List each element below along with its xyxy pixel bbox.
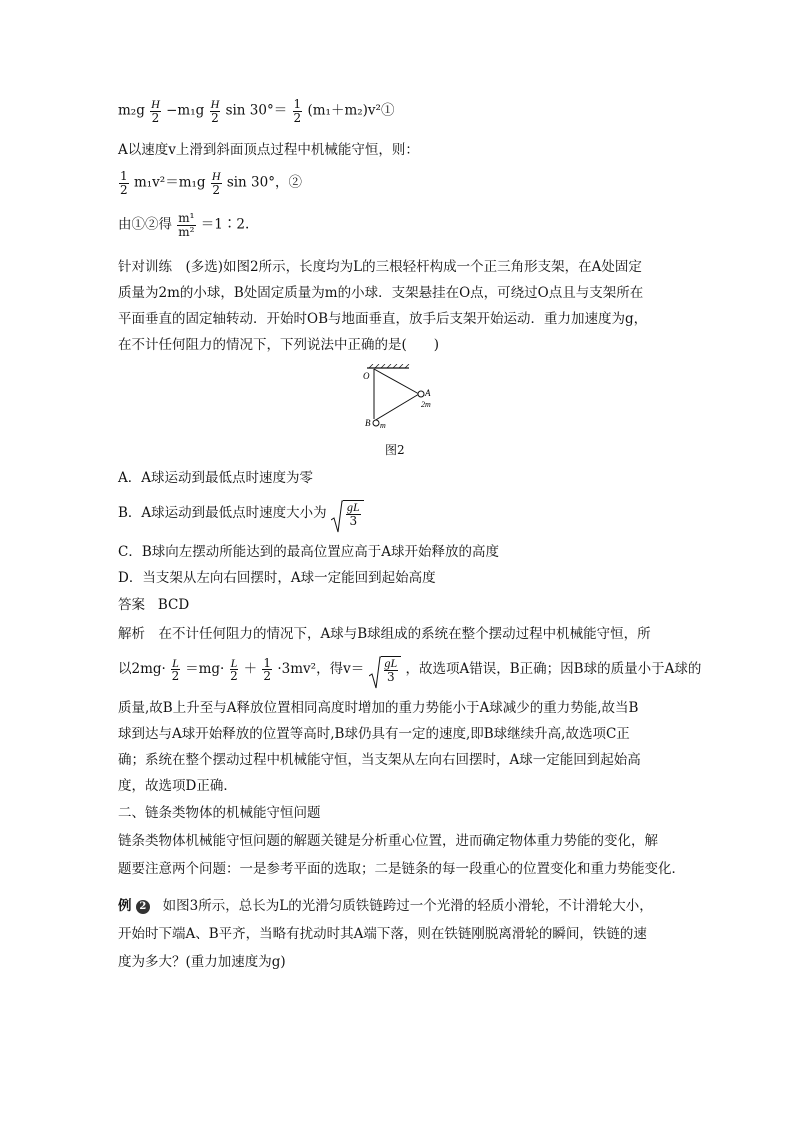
label-a: A	[425, 388, 431, 398]
sqrt-gl-over-3: $\frac{gL}{3}$	[331, 500, 364, 527]
ball-a	[418, 391, 424, 397]
analysis-line-4: 球到达与A球开始释放的位置等高时,B球仍具有一定的速度,即B球继续升高,故选项C正	[118, 726, 630, 742]
sqrt-gl-over-3-analysis: $\frac{gL}{3}$	[369, 656, 402, 683]
example-number-badge: 2	[136, 900, 150, 914]
fraction-h-over-2-c: $\frac{H}{2}$	[211, 169, 221, 197]
problem-line-2: 质量为2m的小球，B处固定质量为m的小球．支架悬挂在O点，可绕过O点且与支架所在	[118, 285, 644, 301]
figure-2-caption: 图2	[385, 443, 405, 457]
eq3-head: 由①②得	[118, 216, 172, 233]
ceiling-hatch	[367, 364, 409, 368]
answer-label: 答案	[118, 597, 145, 613]
section-2-para-2: 题要注意两个问题：一是参考平面的选取；二是链条的每一段重心的位置变化和重力势能变化．	[118, 861, 685, 877]
label-b-mass: m	[380, 421, 386, 430]
eq1-sin: sin 30°＝	[225, 102, 288, 119]
problem-line-1: 针对训练 (多选)如图2所示，长度均为L的三根轻杆构成一个正三角形支架，在A处固定	[118, 259, 642, 275]
problem-line-3: 平面垂直的固定轴转动．开始时OB与地面垂直，放手后支架开始运动．重力加速度为g，	[118, 311, 648, 327]
fraction-h-over-2-b: $\frac{H}{2}$	[210, 97, 220, 125]
eq2-head: m₁v²＝m₁g	[133, 174, 206, 191]
analysis-line-1: 解析 在不计任何阻力的情况下，A球与B球组成的系统在整个摆动过程中机械能守恒，所	[118, 626, 651, 642]
equation-3	[118, 212, 249, 238]
analysis-line-3: 质量,故B上升至与A释放位置相同高度时增加的重力势能小于A球减少的重力势能,故当B	[118, 700, 639, 716]
equation-1	[118, 98, 394, 124]
example-2-line-1	[118, 896, 653, 916]
eq1-tail: (m₁＋m₂)v²①	[307, 102, 395, 119]
option-b-text: B．A球运动到最低点时速度大小为	[118, 505, 327, 522]
label-a-mass: 2m	[421, 400, 431, 409]
fraction-one-half-2: $\frac{1}{2}$	[120, 169, 128, 197]
fraction-one-half: $\frac{1}{2}$	[293, 97, 302, 125]
analysis-line-2: 以2mg· $\frac{L}{2}$ ＝mg· $\frac{L}{2}$ ＋ $\frac{1}{2}$ ·3mv²，得v＝ $\frac{gL}{3}$ ，故选项A错误，B正确；因B球的质量小于A球的	[118, 656, 701, 683]
figure-2-diagram	[355, 364, 445, 434]
label-b: B	[365, 418, 371, 428]
fraction-h-over-2: $\frac{H}{2}$	[151, 97, 160, 125]
option-d: D．当支架从左向右回摆时，A球一定能回到起始高度	[118, 570, 436, 586]
example-2-line-2: 开始时下端A、B平齐，当略有扰动时其A端下落，则在铁链刚脱离滑轮的瞬间，铁链的速	[118, 926, 647, 942]
option-b	[118, 500, 364, 527]
answer-line	[118, 595, 189, 615]
example-2-line-3: 度为多大？(重力加速度为g)	[118, 954, 286, 970]
problem-line-4: 在不计任何阻力的情况下，下列说法中正确的是( )	[118, 337, 440, 353]
analysis-line-6: 度，故选项D正确．	[118, 778, 237, 794]
section-2-para-1: 链条类物体机械能守恒问题的解题关键是分析重心位置，进而确定物体重力势能的变化，解	[118, 833, 658, 849]
option-a: A．A球运动到最低点时速度为零	[118, 470, 313, 486]
fraction-m-ratio: $\frac{\text{m¹}}{\text{m²}}$	[178, 211, 195, 239]
eq3-tail: ＝1∶2.	[200, 216, 250, 233]
rod-ab	[374, 394, 419, 421]
line-a: A以速度v上滑到斜面顶点过程中机械能守恒，则：	[118, 142, 419, 158]
equation-2	[118, 170, 302, 196]
example-2-text-1: 如图3所示，总长为L的光滑匀质铁链跨过一个光滑的轻质小滑轮，不计滑轮大小，	[162, 898, 653, 914]
eq2-tail: sin 30°，②	[226, 174, 302, 191]
rod-oa	[374, 369, 419, 394]
analysis-line-5: 确；系统在整个摆动过程中机械能守恒，当支架从左向右回摆时，A球一定能回到起始高	[118, 752, 641, 768]
label-o: O	[363, 371, 370, 381]
ball-b	[373, 420, 379, 426]
eq1-m1g: −m₁g	[166, 102, 205, 119]
answer-value: BCD	[157, 597, 190, 613]
option-c: C．B球向左摆动所能达到的最高位置应高于A球开始释放的高度	[118, 544, 499, 560]
section-2-title: 二、链条类物体的机械能守恒问题	[118, 805, 321, 821]
eq1-m2g: m₂g	[118, 102, 145, 119]
example-label: 例	[118, 898, 132, 914]
